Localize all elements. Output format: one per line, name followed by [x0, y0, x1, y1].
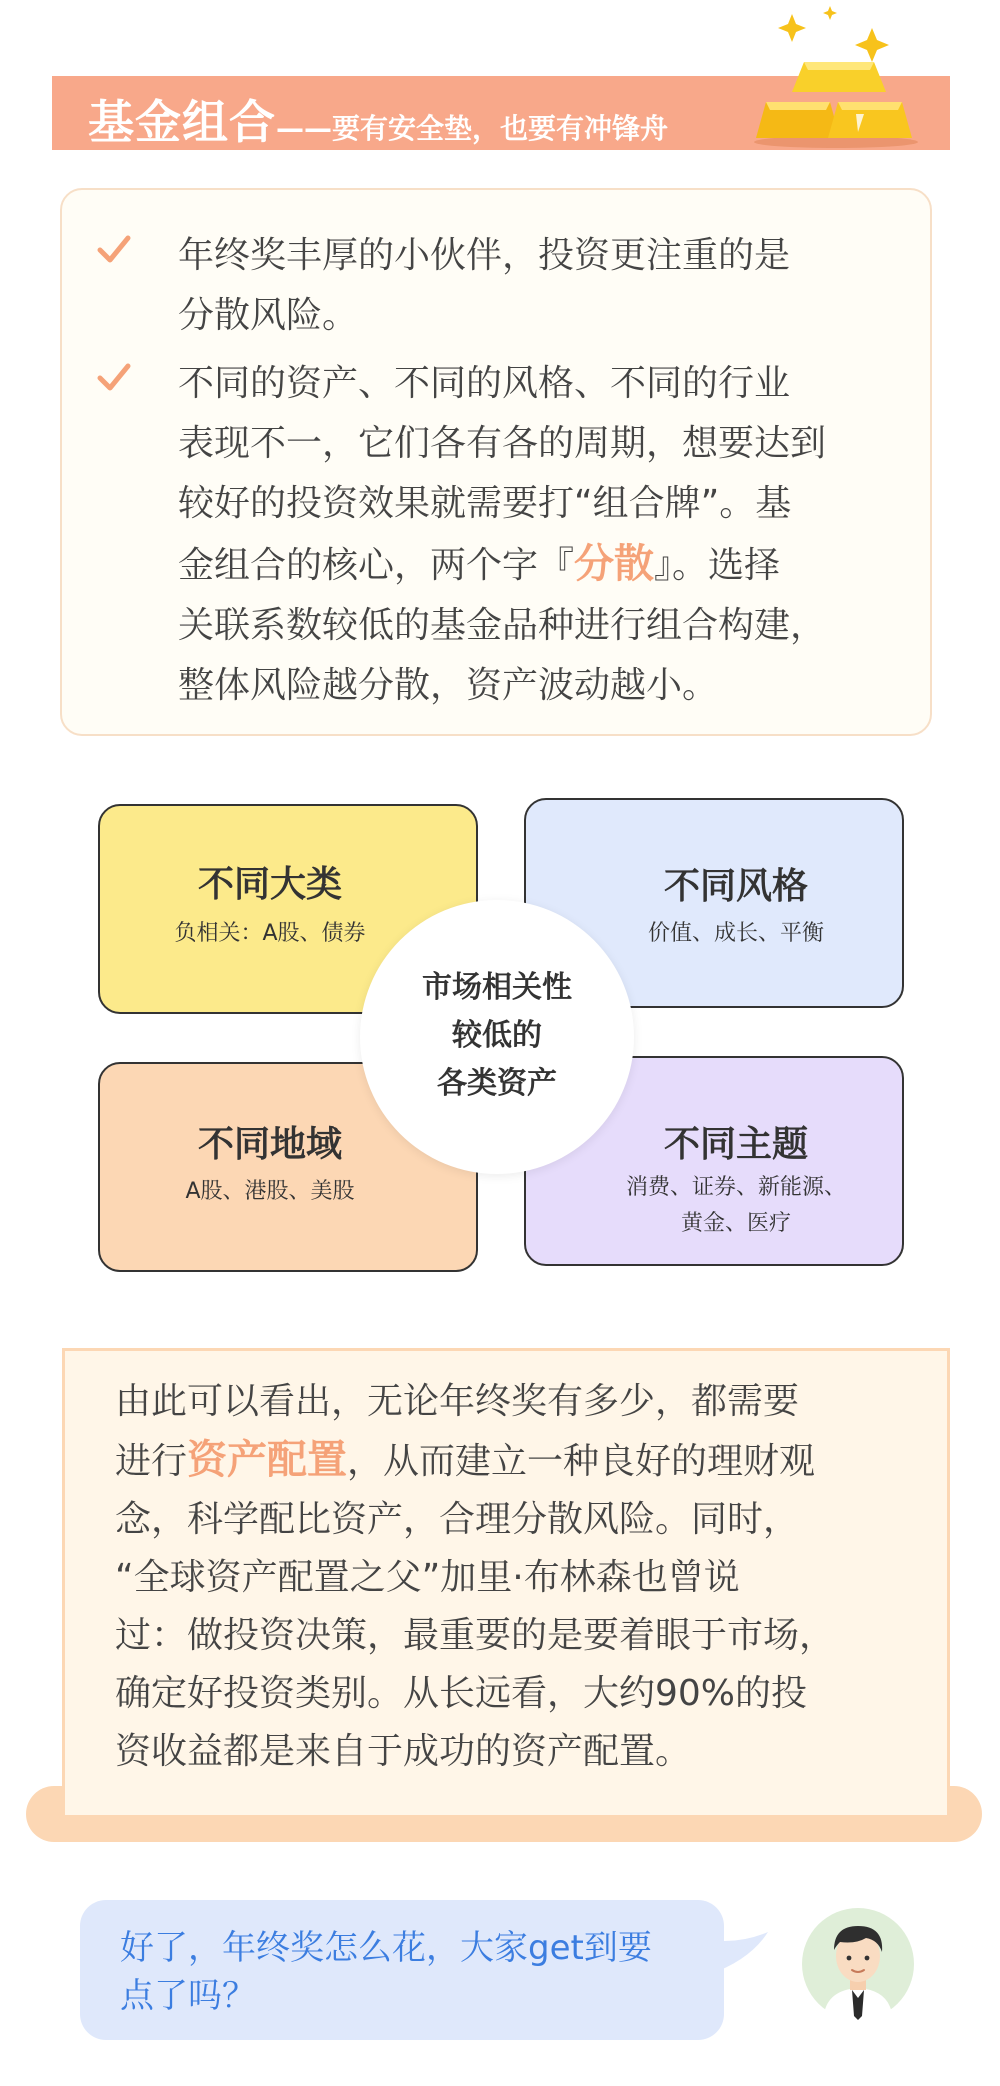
highlight-keyword: 资产配置 — [187, 1437, 348, 1483]
summary-line-7: 资收益都是来自于成功的资产配置。 — [115, 1731, 692, 1772]
section-title — [88, 86, 668, 152]
highlight-keyword: 分散 — [574, 541, 655, 587]
quadrant-title: 不同地域 — [197, 1124, 342, 1165]
bullet-2-line-4-post: 』。选择 — [654, 545, 781, 586]
bullet-2-line-1: 不同的资产、不同的风格、不同的行业 — [178, 363, 791, 404]
quadrant-title: 不同大类 — [197, 864, 342, 905]
bullet-2-line-5: 关联系数较低的基金品种进行组合构建， — [178, 605, 827, 646]
bullet-2-line-4 — [178, 534, 948, 596]
quadrant-subtitle: A股、港股、美股 — [185, 1179, 355, 1204]
center-circle — [360, 900, 634, 1174]
speech-line-1: 好了，年终奖怎么花，大家get到要 — [120, 1928, 652, 1968]
center-line-1: 市场相关性 — [422, 970, 572, 1005]
section-title-sub: ——要有安全垫，也要有冲锋舟 — [276, 112, 669, 145]
bullet-2-line-6: 整体风险越分散，资产波动越小。 — [178, 665, 719, 706]
quadrant-subtitle: 负相关：A股、债券 — [174, 921, 366, 946]
section-title-main: 基金组合 — [88, 95, 276, 149]
summary-line-5: 过：做投资决策，最重要的是要着眼于市场， — [115, 1615, 836, 1656]
bullet-item-1 — [178, 226, 948, 346]
bullet-1-line-1: 年终奖丰厚的小伙伴，投资更注重的是 — [178, 235, 791, 276]
speech-bubble — [80, 1900, 724, 2040]
gold-bars-icon — [746, 2, 922, 148]
speech-line-2: 点了吗？ — [120, 1976, 256, 2016]
summary-line-4: “全球资产配置之父”加里·布林森也曾说 — [115, 1557, 740, 1598]
quadrant-subtitle — [566, 1170, 906, 1242]
bullet-1-line-2: 分散风险。 — [178, 295, 359, 336]
summary-card — [62, 1348, 950, 1818]
check-icon — [96, 360, 132, 396]
quadrant-title: 不同风格 — [663, 866, 808, 907]
summary-line-2-post: ，从而建立一种良好的理财观 — [347, 1441, 816, 1482]
center-line-2: 较低的 — [452, 1018, 542, 1053]
advisor-avatar-icon — [800, 1906, 916, 2022]
speech-text — [120, 1924, 700, 2020]
summary-line-2-pre: 进行 — [115, 1441, 188, 1482]
summary-text — [115, 1373, 915, 1781]
bullet-item-2 — [178, 354, 948, 716]
summary-line-2 — [115, 1431, 915, 1491]
bullet-2-line-4-pre: 金组合的核心，两个字『 — [178, 545, 575, 586]
summary-line-1: 由此可以看出，无论年终奖有多少，都需要 — [115, 1381, 800, 1422]
check-icon — [96, 232, 132, 268]
bullet-2-line-2: 表现不一，它们各有各的周期，想要达到 — [178, 423, 827, 464]
speech-bubble-tail — [710, 1930, 770, 1990]
quadrant-subtitle-line-2: 黄金、医疗 — [680, 1211, 791, 1236]
quadrant-subtitle: 价值、成长、平衡 — [647, 921, 824, 946]
quadrant-title: 不同主题 — [663, 1124, 808, 1165]
summary-line-6: 确定好投资类别。从长远看，大约90%的投 — [115, 1673, 808, 1714]
summary-line-3: 念，科学配比资产，合理分散风险。同时， — [115, 1499, 800, 1540]
quadrant-subtitle-line-1: 消费、证券、新能源、 — [625, 1175, 846, 1200]
bullet-2-line-3: 较好的投资效果就需要打“组合牌”。基 — [178, 483, 792, 524]
center-line-3: 各类资产 — [437, 1066, 557, 1101]
